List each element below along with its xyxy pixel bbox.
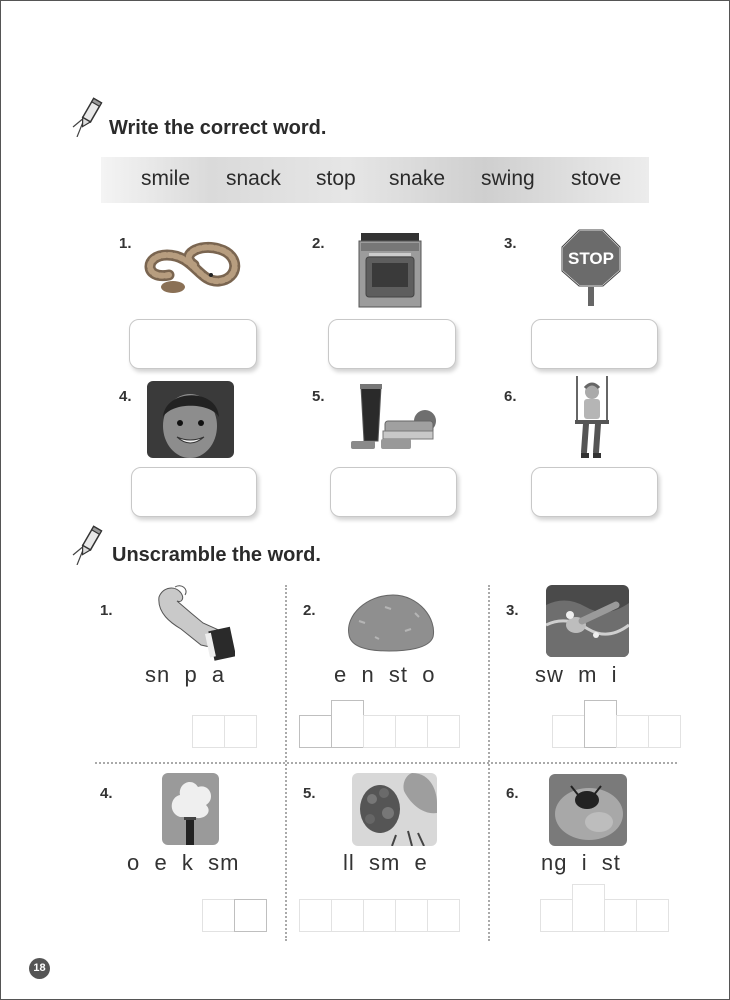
word-bank-word: snake — [389, 167, 446, 190]
scrambled-letters: ll sm e — [343, 850, 428, 875]
snake-image — [139, 235, 247, 303]
letter-boxes[interactable] — [300, 899, 460, 932]
letter-boxes[interactable] — [553, 715, 681, 748]
answer-box-6[interactable] — [531, 467, 658, 517]
letter-boxes[interactable] — [203, 899, 267, 932]
answer-box-1[interactable] — [129, 319, 257, 369]
scrambled-letters: sn p a — [145, 662, 226, 687]
letter-boxes[interactable] — [541, 899, 669, 932]
smokestack-image — [162, 773, 219, 845]
item-number: 6. — [506, 785, 519, 802]
smelling-flowers-image — [352, 773, 437, 846]
pencil-icon — [71, 525, 103, 565]
item-number: 2. — [312, 235, 325, 252]
item-number: 1. — [100, 602, 113, 619]
answer-box-3[interactable] — [531, 319, 658, 369]
scrambled-letters: ng i st — [541, 850, 621, 875]
word-bank-word: smile — [141, 167, 191, 190]
stove-image — [357, 229, 423, 309]
answer-box-4[interactable] — [131, 467, 257, 517]
item-number: 2. — [303, 602, 316, 619]
word-bank — [101, 157, 649, 203]
bee-sting-image — [549, 774, 627, 846]
swimmer-image — [546, 585, 629, 657]
word-bank-word: stop — [316, 167, 356, 190]
item-number: 5. — [303, 785, 316, 802]
word-bank-word: snack — [226, 167, 281, 190]
page-number-badge: 18 — [29, 958, 50, 979]
snack-image — [347, 381, 439, 457]
item-number: 3. — [504, 235, 517, 252]
word-bank-word: stove — [571, 167, 622, 190]
scrambled-letters: sw m i — [535, 662, 618, 687]
item-number: 5. — [312, 388, 325, 405]
item-number: 6. — [504, 388, 517, 405]
stop-sign-image — [560, 228, 622, 306]
scrambled-letters: o e k sm — [127, 850, 240, 875]
stop-sign-text: STOP — [568, 249, 614, 268]
pencil-icon — [71, 97, 103, 137]
grid-divider — [95, 762, 677, 764]
item-number: 4. — [100, 785, 113, 802]
section-b-heading: Unscramble the word. — [112, 544, 321, 566]
hand-snapping-image — [151, 583, 235, 661]
letter-boxes[interactable] — [300, 715, 460, 748]
item-number: 4. — [119, 388, 132, 405]
answer-box-2[interactable] — [328, 319, 456, 369]
stone-image — [345, 591, 437, 653]
word-bank-word: swing — [481, 167, 535, 190]
item-number: 1. — [119, 235, 132, 252]
answer-box-5[interactable] — [330, 467, 457, 517]
item-number: 3. — [506, 602, 519, 619]
section-a-heading: Write the correct word. — [109, 117, 327, 139]
smiling-child-image — [147, 381, 234, 458]
scrambled-letters: e n st o — [334, 662, 436, 687]
letter-boxes[interactable] — [193, 715, 257, 748]
girl-on-swing-image — [571, 376, 615, 462]
